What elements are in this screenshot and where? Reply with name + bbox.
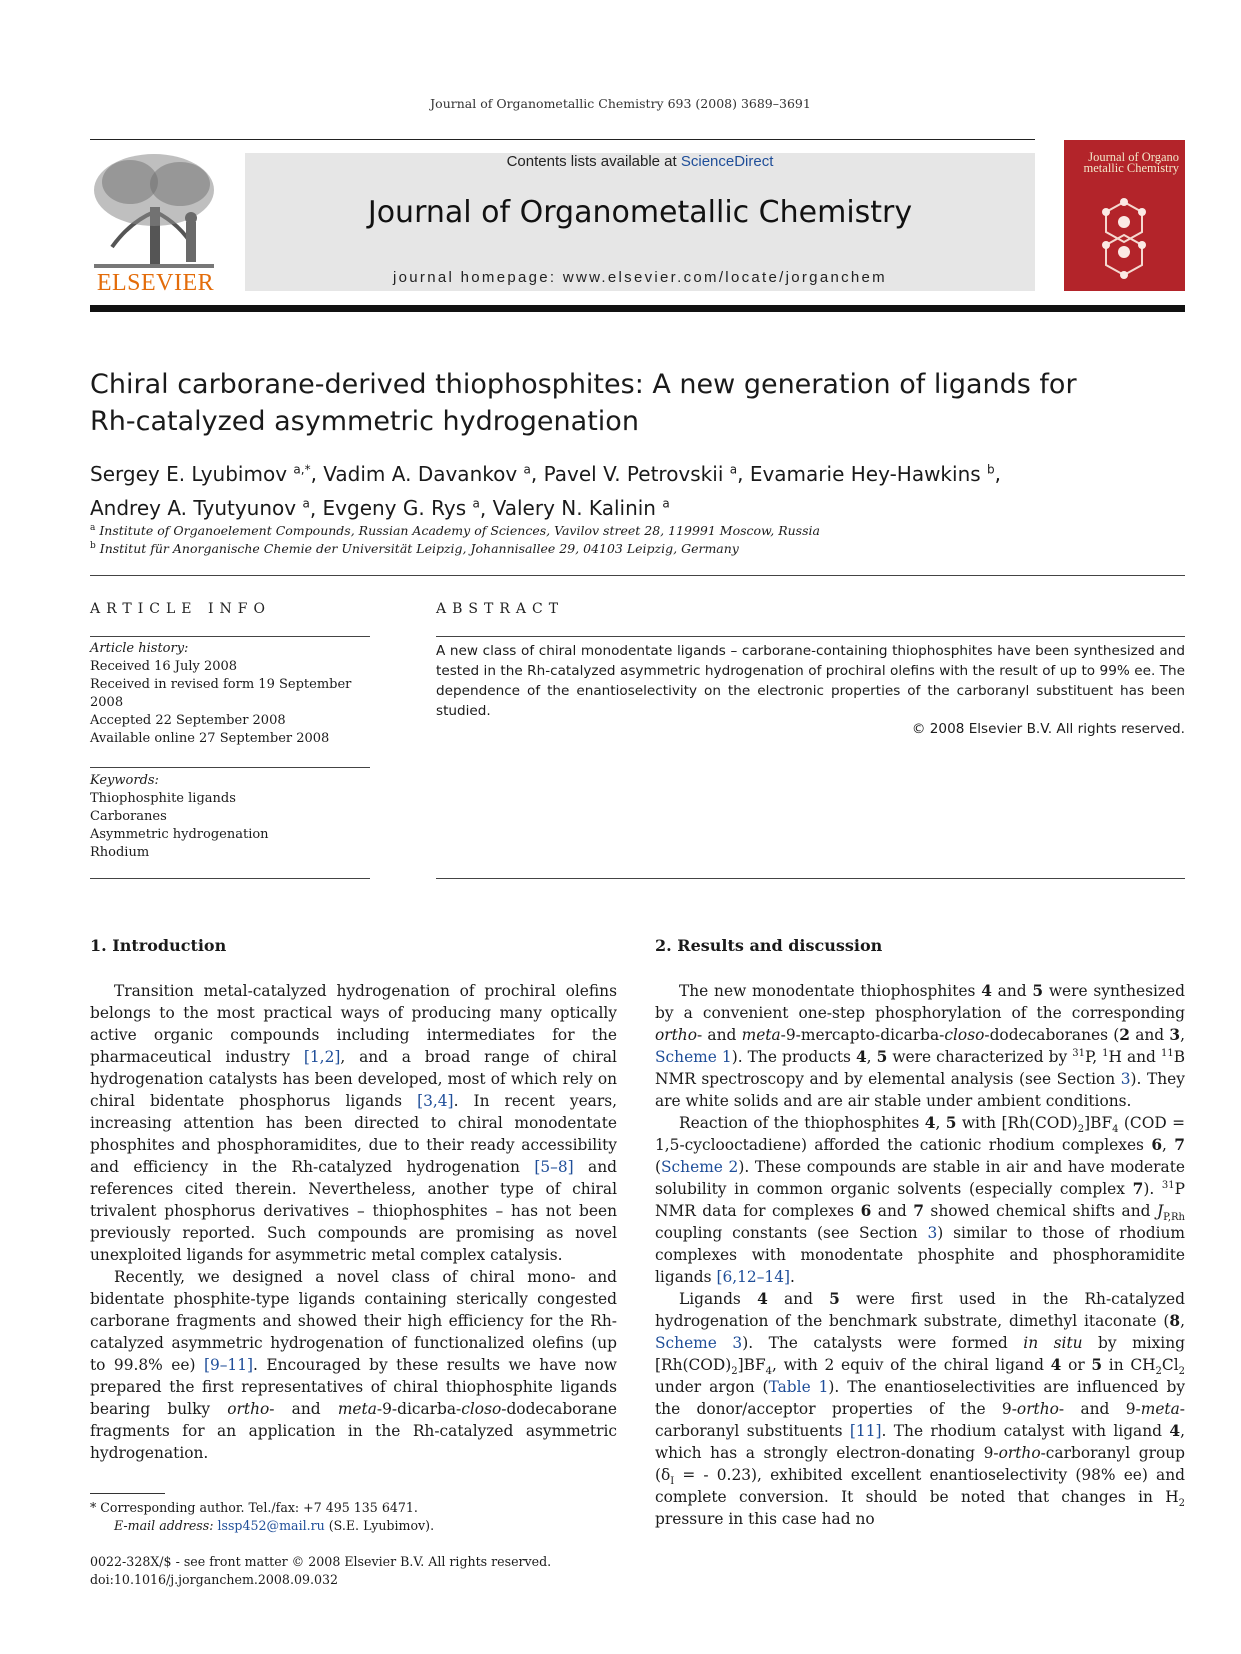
section-heading-results: 2. Results and discussion (655, 936, 883, 955)
paragraph: The new monodentate thiophosphites 4 and 5 were synthesized by a convenient one-step phosphorylation of the corresponding ortho- and meta-9-mercapto-dicarba-closo-dodecaboranes (2 and 3, Scheme 1). The products 4, 5 were characterized by $^{31}$P, $^1$H and $^{11}$B NMR spectroscopy and by elemental analysis (see Section 3). They are white solids and are air stable under ambient conditions. (655, 982, 1185, 1110)
author[interactable]: Valery N. Kalinin $^a$ (492, 496, 670, 521)
sciencedirect-link[interactable]: ScienceDirect (680, 153, 774, 170)
affiliation-rule (90, 575, 1185, 576)
authors-line-1: Sergey E. Lyubimov $^{a,*}$, Vadim A. Davankov $^a$, Pavel V. Petrovskii $^a$, Evamarie Hey-Hawkins $^b$, (90, 461, 1002, 486)
issn-line: 0022-328X/$ - see front matter © 2008 Elsevier B.V. All rights reserved. (90, 1554, 552, 1569)
journal-banner (245, 153, 1035, 291)
doi-line[interactable]: doi:10.1016/j.jorganchem.2008.09.032 (90, 1572, 339, 1587)
corresponding-author-footnote: * Corresponding author. Tel./fax: +7 495 135 6471. E-mail address: lssp452@mail.ru (S.E. Lyubimov). (90, 1500, 435, 1533)
results-body (655, 980, 1185, 1530)
section-link[interactable]: 3 (927, 1224, 938, 1242)
author-list (90, 454, 1140, 523)
scheme-link[interactable]: Scheme 3 (655, 1334, 743, 1352)
paragraph: Recently, we designed a novel class of chiral mono- and bidentate phosphite-type ligands containing sterically congested carborane fragments and showed their high efficiency for the Rh-catalyzed asymmetric hydrogenation of functionalized olefins (up to 99.8% ee) [9–11]. Encouraged by these results we have now prepared the first representatives of chiral thiophosphite ligands bearing bulky ortho- and meta-9-dicarba-closo-dodecaborane fragments for an application in the Rh-catalyzed asymmetric hydrogenation. (90, 1268, 617, 1462)
keyword: Asymmetric hydrogenation (90, 827, 269, 842)
journal-title: Journal of Organometallic Chemistry (367, 195, 913, 230)
introduction-body (90, 980, 617, 1464)
email-link[interactable]: lssp452@mail.ru (217, 1518, 325, 1533)
authors-line-2: Andrey A. Tyutyunov $^a$, Evgeny G. Rys $^a$, Valery N. Kalinin $^a$ (90, 496, 670, 521)
author[interactable]: Pavel V. Petrovskii $^a$ (543, 461, 738, 486)
ref-link[interactable]: [6,12–14] (716, 1268, 790, 1286)
article-history: Article history: Received 16 July 2008 Received in revised form 19 September 2008 Accepted 22 September 2008 Available online 27 September 2008 (90, 641, 352, 746)
contents-line: Contents lists available at ScienceDirect (506, 153, 774, 170)
author[interactable]: Andrey A. Tyutyunov $^a$ (90, 496, 310, 521)
abstract-text: A new class of chiral monodentate ligands – carborane-containing thiophosphites have been synthesized and tested in the Rh-catalyzed asymmetric hydrogenation of prochiral olefins with the result of up to 99% ee. The dependence of the enantioselectivity on the electronic properties of the carboranyl substituent has been studied. (436, 643, 1185, 719)
info-rule (90, 878, 370, 879)
author[interactable]: Evamarie Hey-Hawkins $^b$ (749, 461, 995, 486)
scheme-link[interactable]: Scheme 1 (655, 1048, 732, 1066)
section-heading-introduction: 1. Introduction (90, 936, 227, 955)
abstract-rule (436, 878, 1185, 879)
info-rule (90, 636, 370, 637)
article-info-heading: ARTICLE INFO (90, 601, 271, 617)
paragraph: Reaction of the thiophosphites 4, 5 with $[Rh(COD)_2]BF_4$ (COD = 1,5-cyclooctadiene) afforded the cationic rhodium complexes 6, 7 (Scheme 2). These compounds are stable in air and have moderate solubility in common organic solvents (especially complex 7). $^{31}$P NMR data for complexes 6 and 7 showed chemical shifts and $J_{P,Rh}$ coupling constants (see Section 3) similar to those of rhodium complexes with monodentate phosphite and phosphoramidite ligands [6,12–14]. (655, 1114, 1186, 1286)
keyword: Thiophosphite ligands (90, 791, 236, 806)
affiliation-a: $^a$ Institute of Organoelement Compounds, Russian Academy of Sciences, Vavilov street 28, 119991 Moscow, Russia (90, 523, 820, 539)
keyword: Carboranes (90, 809, 167, 824)
ref-link[interactable]: [9–11] (203, 1356, 254, 1374)
ref-link[interactable]: [3,4] (417, 1092, 454, 1110)
keywords: Keywords: Thiophosphite ligands Carboranes Asymmetric hydrogenation Rhodium (90, 772, 370, 862)
header-thick-rule (90, 305, 1185, 312)
cover-title: Journal of Organo metallic Chemistry (1083, 150, 1179, 175)
article-identifiers (90, 1553, 690, 1589)
journal-citation: Journal of Organometallic Chemistry 693 (2008) 3689–3691 (430, 96, 811, 111)
journal-homepage[interactable]: journal homepage: www.elsevier.com/locate/jorganchem (393, 269, 887, 286)
journal-cover (1064, 140, 1185, 291)
abstract-rule (436, 636, 1185, 637)
info-rule (90, 767, 370, 768)
ref-link[interactable]: [1,2] (303, 1048, 341, 1066)
tree-icon (90, 152, 218, 272)
author[interactable]: Sergey E. Lyubimov $^{a,*}$ (90, 461, 311, 486)
abstract-copyright: © 2008 Elsevier B.V. All rights reserved. (911, 721, 1185, 737)
ref-link[interactable]: [5–8] (534, 1158, 574, 1176)
affiliation-b: $^b$ Institut für Anorganische Chemie der Universität Leipzig, Johannisallee 29, 04103 Leipzig, Germany (90, 541, 739, 557)
article-title: Chiral carborane-derived thiophosphites: A new generation of ligands for Rh-catalyzed asymmetric hydrogenation (90, 369, 1077, 437)
paragraph: Transition metal-catalyzed hydrogenation of prochiral olefins belongs to the most practical ways of producing many optically active organic compounds including intermediates for the pharmaceutical industry [1,2], and a broad range of chiral hydrogenation catalysts has been developed, most of which rely on chiral bidentate phosphorus ligands [3,4]. In recent years, increasing attention has been directed to chiral monodentate phosphites and phosphoramidites, due to their ready accessibility and efficiency in the Rh-catalyzed hydrogenation [5–8] and references cited therein. Nevertheless, another type of chiral trivalent phosphorus derivatives – thiophosphites – has not been previously reported. Such compounds are promising as novel unexploited ligands for asymmetric metal complex catalysis. (90, 982, 617, 1264)
molecule-icon (1064, 140, 1185, 291)
scheme-link[interactable]: Scheme 2 (661, 1158, 739, 1176)
author[interactable]: Evgeny G. Rys $^a$ (322, 496, 480, 521)
section-link[interactable]: 3 (1120, 1070, 1131, 1088)
author[interactable]: Vadim A. Davankov $^a$ (323, 461, 531, 486)
table-link[interactable]: Table 1 (768, 1378, 829, 1396)
elsevier-wordmark: ELSEVIER (96, 270, 215, 296)
abstract-heading: ABSTRACT (436, 601, 565, 617)
paragraph: Ligands 4 and 5 were first used in the Rh-catalyzed hydrogenation of the benchmark substrate, dimethyl itaconate (8, Scheme 3). The catalysts were formed in situ by mixing $[Rh(COD)_2]BF_4$, with 2 equiv of the chiral ligand 4 or 5 in $CH_2Cl_2$ under argon (Table 1). The enantioselectivities are influenced by the donor/acceptor properties of the 9-ortho- and 9-meta-carboranyl substituents [11]. The rhodium catalyst with ligand 4, which has a strongly electron-donating 9-ortho-carboranyl group ($\delta_I$ = - 0.23), exhibited excellent enantioselectivity (98% ee) and complete conversion. It should be noted that changes in $H_2$ pressure in this case had no (655, 1290, 1186, 1528)
footnote-rule (90, 1493, 165, 1494)
keyword: Rhodium (90, 845, 150, 860)
ref-link[interactable]: [11] (849, 1422, 882, 1440)
header-rule (90, 139, 1035, 140)
